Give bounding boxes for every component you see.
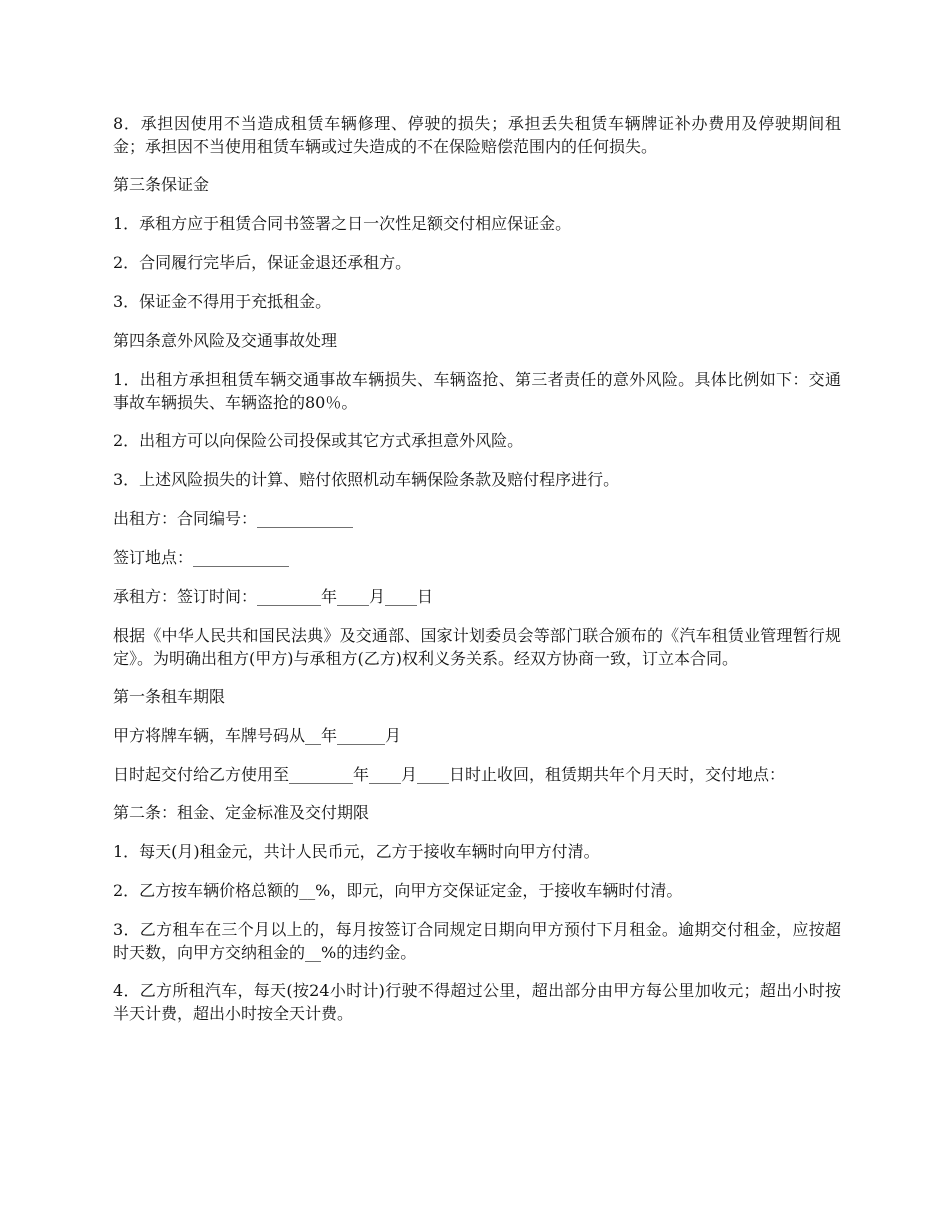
article-3-item-3: 3．保证金不得用于充抵租金。 xyxy=(113,292,332,311)
article-2-item-3: 3．乙方租车在三个月以上的，每月按签订合同规定日期向甲方预付下月租金。逾期交付租金，应按超时天数，向甲方交纳租金的__%的违约金。 xyxy=(113,920,841,962)
article-2-heading: 第二条：租金、定金标准及交付期限 xyxy=(113,803,370,822)
article-2-item-1: 1．每天(月)租金元，共计人民币元，乙方于接收车辆时向甲方付清。 xyxy=(113,842,600,861)
article-1-heading: 第一条租车期限 xyxy=(113,687,226,706)
article-2-item-4: 4．乙方所租汽车，每天(按24小时计)行驶不得超过公里，超出部分由甲方每公里加收元；超出小时按半天计费，超出小时按全天计费。 xyxy=(113,981,841,1023)
preamble: 根据《中华人民共和国民法典》及交通部、国家计划委员会等部门联合颁布的《汽车租赁业管理暂行规定》。为明确出租方(甲方)与承租方(乙方)权利义务关系。经双方协商一致，订立本合同。 xyxy=(113,626,841,668)
clause-8-liability: 8．承担因使用不当造成租赁车辆修理、停驶的损失；承担丢失租赁车辆牌证补办费用及停驶期间租金；承担因不当使用租赁车辆或过失造成的不在保险赔偿范围内的任何损失。 xyxy=(113,114,841,156)
article-3-item-1: 1．承租方应于租赁合同书签署之日一次性足额交付相应保证金。 xyxy=(113,214,572,233)
article-4-item-1: 1．出租方承担租赁车辆交通事故车辆损失、车辆盗抢、第三者责任的意外风险。具体比例如下：交通事故车辆损失、车辆盗抢的80％。 xyxy=(113,370,841,412)
article-4-item-2: 2．出租方可以向保险公司投保或其它方式承担意外风险。 xyxy=(113,431,524,450)
article-3-item-2: 2．合同履行完毕后，保证金退还承租方。 xyxy=(113,253,412,272)
document-body xyxy=(113,112,841,1040)
article-4-item-3: 3．上述风险损失的计算、赔付依照机动车辆保险条款及赔付程序进行。 xyxy=(113,470,620,489)
article-1-vehicle: 甲方将牌车辆，车牌号码从__年______月 xyxy=(113,726,402,745)
article-3-heading: 第三条保证金 xyxy=(113,175,210,194)
article-2-item-2: 2．乙方按车辆价格总额的__%，即元，向甲方交保证定金，于接收车辆时付清。 xyxy=(113,881,683,900)
lessor-contract-number: 出租方：合同编号：____________ xyxy=(113,509,354,528)
lessee-signing-date: 承租方：签订时间：________年____月____日 xyxy=(113,587,434,606)
signing-place: 签订地点：____________ xyxy=(113,548,290,567)
article-1-period: 日时起交付给乙方使用至________年____月____日时止收回，租赁期共年个月天时，交付地点： xyxy=(113,765,786,784)
article-4-heading: 第四条意外风险及交通事故处理 xyxy=(113,331,338,350)
